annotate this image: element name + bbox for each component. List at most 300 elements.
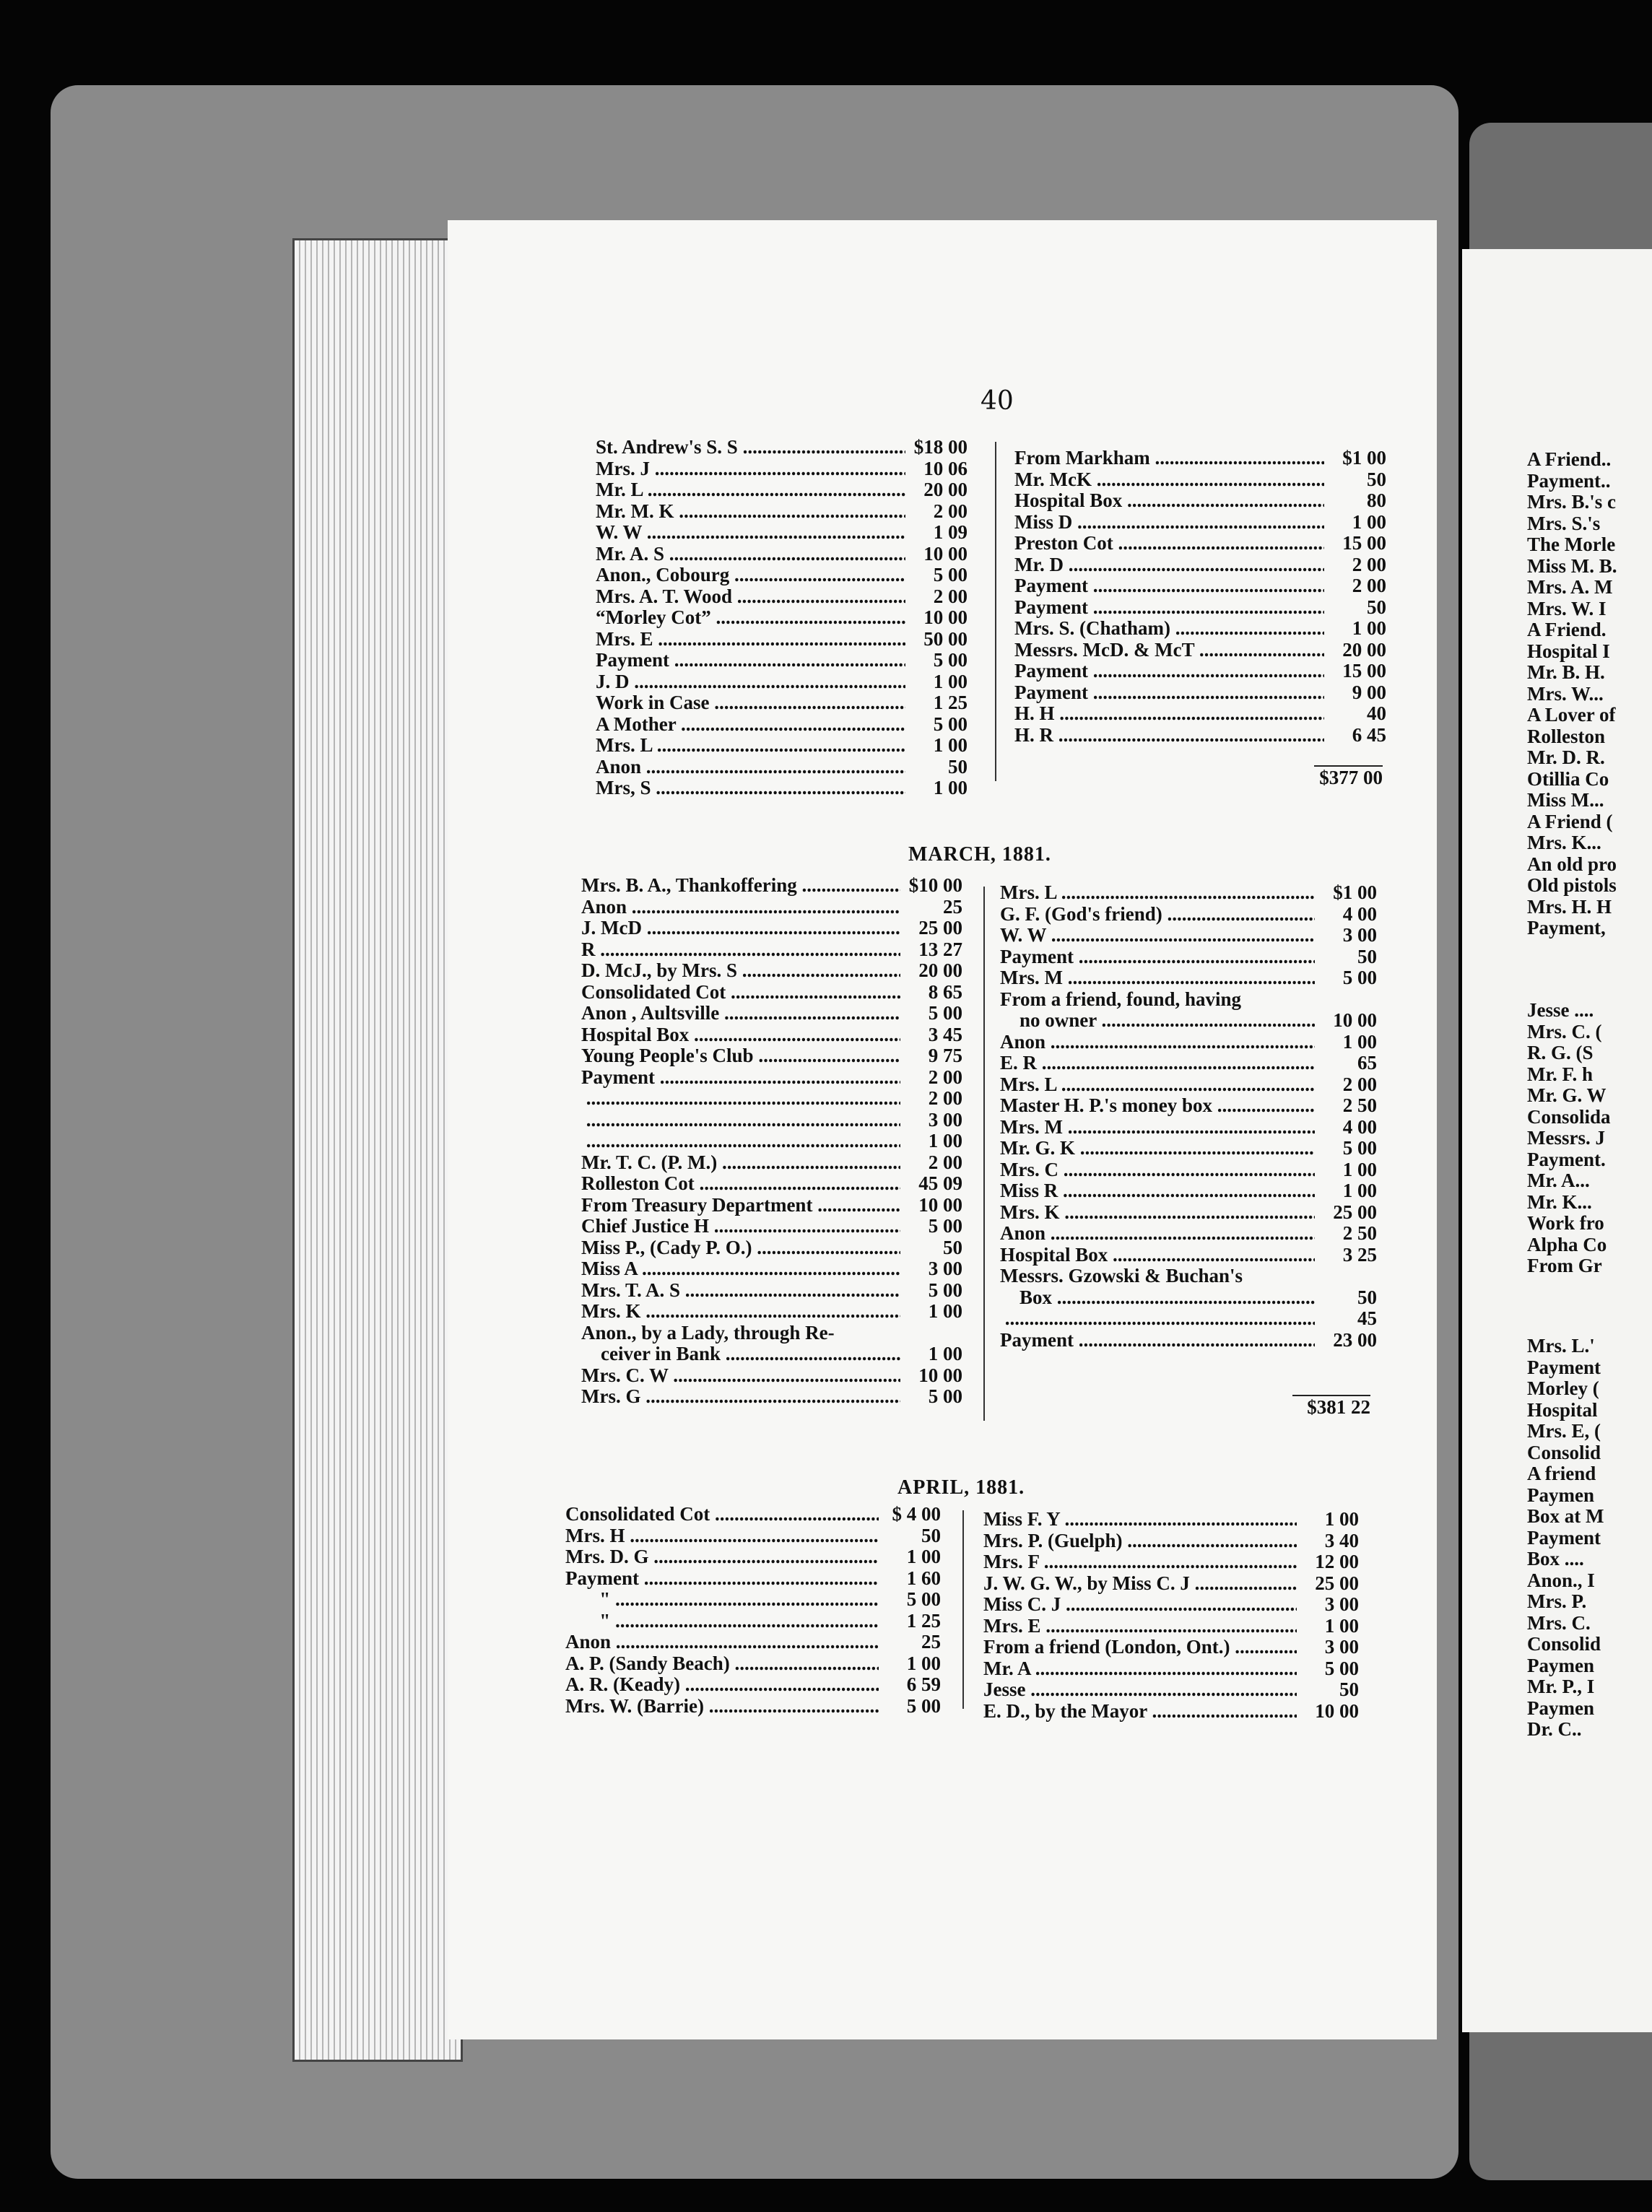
entry-name: Miss D .....: [1014, 512, 1324, 534]
ledger-entry: [1000, 1245, 1377, 1266]
ledger-column-left: [581, 875, 962, 1408]
facing-page-line: Consolida: [1527, 1105, 1611, 1128]
entry-name: Payment .....: [1014, 575, 1324, 597]
ledger-entry: [581, 1195, 962, 1216]
facing-page-line: Box at M: [1527, 1505, 1604, 1527]
entry-amount: 2 00: [900, 1088, 962, 1110]
entry-amount: 1 00: [879, 1546, 941, 1568]
ledger-entry: [596, 586, 968, 608]
entry-name: D. McJ., by Mrs. S .....: [581, 960, 900, 982]
entry-name: Anon., by a Lady, through Re-: [581, 1322, 835, 1344]
entry-name: Payment .....: [1000, 1330, 1315, 1351]
ledger-entry: [1000, 1032, 1377, 1053]
entry-name: Mrs. F .....: [983, 1551, 1297, 1573]
ledger-entry: [581, 1386, 962, 1408]
entry-name: Mrs. D. G .....: [565, 1546, 879, 1568]
entry-name: Box .....: [1000, 1287, 1315, 1309]
ledger-entry: [1000, 1180, 1377, 1202]
entry-name: Payment .....: [1014, 661, 1324, 682]
facing-page-line: Mrs. W. I: [1527, 597, 1607, 619]
entry-name: Messrs. McD. & McT .....: [1014, 640, 1324, 661]
facing-page-line: Mrs. E, (: [1527, 1420, 1601, 1442]
entry-amount: 6 59: [879, 1674, 941, 1696]
entry-name: Payment .....: [1014, 682, 1324, 704]
facing-page-line: Hospital: [1527, 1398, 1598, 1421]
facing-page-line: Mr. G. W: [1527, 1084, 1607, 1106]
ledger-entry: [581, 875, 962, 897]
ledger-entry: [1000, 1159, 1377, 1181]
entry-amount: 50: [905, 757, 968, 778]
entry-amount: 1 00: [900, 1301, 962, 1323]
entry-amount: $1 00: [1324, 448, 1386, 469]
entry-amount: 2 00: [900, 1152, 962, 1174]
entry-name: Mr. D .....: [1014, 554, 1324, 576]
ledger-entry: [1014, 661, 1386, 682]
entry-amount: 1 00: [1315, 1032, 1377, 1053]
ledger-entry: [596, 714, 968, 736]
entry-amount: 10 00: [900, 1195, 962, 1216]
entry-amount: 25: [900, 897, 962, 918]
entry-name: Payment .....: [596, 650, 905, 671]
facing-page-line: Mrs. L.': [1527, 1335, 1595, 1357]
ledger-entry: [1000, 1223, 1377, 1245]
facing-page-line: Rolleston: [1527, 725, 1605, 747]
entry-amount: [1315, 989, 1377, 1011]
facing-page-line: A Friend..: [1527, 448, 1612, 470]
entry-name: Chief Justice H .....: [581, 1216, 900, 1237]
entry-amount: 5 00: [879, 1589, 941, 1611]
ledger-entry: [1000, 1330, 1377, 1351]
entry-name: Messrs. Gzowski & Buchan's: [1000, 1266, 1243, 1286]
ledger-entry: [581, 960, 962, 982]
ledger-entry: [983, 1679, 1359, 1701]
entry-name: [581, 1131, 900, 1152]
entry-amount: 1 00: [879, 1653, 941, 1675]
entry-name: Mr. McK .....: [1014, 469, 1324, 491]
entry-amount: 1 00: [1324, 512, 1386, 534]
ledger-entry: [581, 1237, 962, 1259]
ledger-entry: [581, 1088, 962, 1110]
entry-amount: 5 00: [1297, 1658, 1359, 1680]
entry-name: H. H .....: [1014, 703, 1324, 725]
entry-name: Payment .....: [581, 1067, 900, 1089]
entry-amount: 20 00: [900, 960, 962, 982]
ledger-entry: [983, 1701, 1359, 1723]
entry-amount: 2 00: [900, 1067, 962, 1089]
ledger-entry: [596, 757, 968, 778]
entry-amount: 1 00: [900, 1344, 962, 1365]
entry-amount: 2 00: [1324, 575, 1386, 597]
entry-amount: 10 06: [905, 458, 968, 480]
entry-name: J. W. G. W., by Miss C. J .....: [983, 1573, 1297, 1595]
ledger-entry: [581, 1365, 962, 1387]
ledger-entry: [581, 1173, 962, 1195]
facing-page-line: Payment: [1527, 1356, 1601, 1378]
ledger-entry: [565, 1611, 941, 1632]
ledger-column-right: [1000, 882, 1377, 1351]
entry-name: Mrs. B. A., Thankoffering .....: [581, 875, 900, 897]
ledger-entry: [1000, 989, 1377, 1011]
entry-name: From a friend (London, Ont.) .....: [983, 1637, 1297, 1658]
section-total: $381 22: [1292, 1395, 1370, 1419]
entry-name: Mrs. M .....: [1000, 967, 1315, 989]
facing-page-block: [1527, 1336, 1604, 1741]
ledger-entry: [565, 1674, 941, 1696]
entry-amount: 1 00: [1315, 1180, 1377, 1202]
entry-name: Mrs. J .....: [596, 458, 905, 480]
ledger-entry: [596, 650, 968, 671]
entry-amount: 10 00: [905, 607, 968, 629]
entry-amount: 1 60: [879, 1568, 941, 1590]
ledger-entry: [596, 671, 968, 693]
entry-name: Mr. T. C. (P. M.) .....: [581, 1152, 900, 1174]
ledger-entry: [1014, 490, 1386, 512]
ledger-entry: [983, 1594, 1359, 1616]
ledger-entry: [1000, 1138, 1377, 1159]
column-divider: [962, 1510, 964, 1709]
facing-page-line: Mr. B. H.: [1527, 661, 1605, 683]
entry-amount: 1 00: [905, 671, 968, 693]
ledger-entry: [581, 1258, 962, 1280]
entry-amount: 50: [1324, 469, 1386, 491]
entry-name: Mr. A. S .....: [596, 544, 905, 565]
facing-page-line: Old pistols: [1527, 874, 1617, 896]
entry-name: From Markham .....: [1014, 448, 1324, 469]
entry-name: St. Andrew's S. S .....: [596, 437, 905, 458]
entry-amount: 50: [879, 1525, 941, 1547]
section-heading-march: MARCH, 1881.: [908, 843, 1051, 866]
facing-page-line: A friend: [1527, 1463, 1596, 1484]
facing-page-line: Messrs. J: [1527, 1127, 1605, 1149]
entry-amount: 1 00: [1315, 1159, 1377, 1181]
entry-amount: 3 00: [1297, 1637, 1359, 1658]
facing-page-line: Morley (: [1527, 1377, 1599, 1399]
entry-amount: 5 00: [900, 1280, 962, 1302]
entry-amount: 5 00: [905, 565, 968, 586]
entry-amount: 3 25: [1315, 1245, 1377, 1266]
entry-amount: 9 75: [900, 1045, 962, 1067]
ledger-entry: [581, 1110, 962, 1131]
entry-amount: 10 00: [900, 1365, 962, 1387]
entry-amount: 15 00: [1324, 533, 1386, 554]
facing-page-line: Miss M...: [1527, 789, 1604, 811]
entry-name: Anon .....: [1000, 1032, 1315, 1053]
ledger-column-left: [565, 1504, 941, 1717]
ledger-entry: [581, 1067, 962, 1089]
facing-page-line: A Friend.: [1527, 619, 1607, 640]
entry-name: Miss F. Y .....: [983, 1509, 1297, 1530]
ledger-entry: [565, 1653, 941, 1675]
entry-name: " .....: [565, 1611, 879, 1632]
entry-name: Miss R .....: [1000, 1180, 1315, 1202]
ledger-entry: [1014, 725, 1386, 746]
entry-name: Anon , Aultsville .....: [581, 1003, 900, 1024]
ledger-entry: [1000, 967, 1377, 989]
facing-page-line: Anon., I: [1527, 1569, 1595, 1591]
ledger-entry: [581, 1323, 962, 1344]
facing-page-line: Mrs. K...: [1527, 832, 1601, 853]
entry-name: Hospital Box .....: [1000, 1245, 1315, 1266]
entry-amount: 3 00: [900, 1110, 962, 1131]
entry-amount: 1 00: [1297, 1509, 1359, 1530]
facing-page-block: [1527, 449, 1617, 939]
entry-name: Mrs. L .....: [1000, 882, 1315, 904]
ledger-entry: [565, 1525, 941, 1547]
facing-page-line: Payment,: [1527, 917, 1606, 939]
entry-amount: 3 00: [1315, 925, 1377, 946]
ledger-entry: [565, 1504, 941, 1525]
ledger-entry: [581, 1003, 962, 1024]
entry-amount: 2 50: [1315, 1223, 1377, 1245]
ledger-entry: [1000, 1308, 1377, 1330]
entry-amount: 2 00: [1324, 554, 1386, 576]
facing-page-line: R. G. (S: [1527, 1042, 1594, 1063]
entry-amount: 5 00: [900, 1386, 962, 1408]
entry-amount: 1 25: [879, 1611, 941, 1632]
entry-amount: 80: [1324, 490, 1386, 512]
ledger-entry: [581, 1344, 962, 1365]
entry-name: W. W .....: [596, 522, 905, 544]
facing-page-line: Mrs. C.: [1527, 1611, 1591, 1634]
entry-amount: 65: [1315, 1053, 1377, 1074]
entry-amount: $10 00: [900, 875, 962, 897]
entry-amount: 10 00: [905, 544, 968, 565]
entry-name: Payment .....: [565, 1568, 879, 1590]
entry-amount: 3 45: [900, 1024, 962, 1046]
ledger-entry: [1000, 1074, 1377, 1096]
facing-page-line: Mrs. H. H: [1527, 895, 1612, 918]
ledger-entry: [596, 479, 968, 501]
column-divider: [983, 887, 985, 1421]
ledger-entry: [983, 1616, 1359, 1637]
entry-name: G. F. (God's friend) .....: [1000, 904, 1315, 926]
section-heading-april: APRIL, 1881.: [897, 1476, 1025, 1499]
entry-amount: 5 00: [905, 714, 968, 736]
entry-name: Mrs. T. A. S .....: [581, 1280, 900, 1302]
entry-amount: 50 00: [905, 629, 968, 650]
entry-name: Mrs. L .....: [596, 735, 905, 757]
entry-name: Mrs, S .....: [596, 778, 905, 799]
ledger-entry: [1000, 882, 1377, 904]
ledger-entry: [1014, 703, 1386, 725]
entry-name: Mr. L .....: [596, 479, 905, 501]
ledger-entry: [1014, 448, 1386, 469]
ledger-entry: [1014, 597, 1386, 619]
entry-amount: 50: [900, 1237, 962, 1259]
entry-amount: $18 00: [905, 437, 968, 458]
entry-amount: 15 00: [1324, 661, 1386, 682]
ledger-entry: [596, 778, 968, 799]
entry-amount: 25: [879, 1632, 941, 1653]
facing-page-line: From Gr: [1527, 1255, 1602, 1276]
ledger-entry: [1000, 946, 1377, 968]
ledger-entry: [1000, 1202, 1377, 1224]
ledger-entry: [596, 735, 968, 757]
entry-name: Mrs. M .....: [1000, 1117, 1315, 1138]
ledger-column-right: [1014, 448, 1386, 746]
ledger-entry: [1000, 1010, 1377, 1032]
facing-page-line: A Lover of: [1527, 704, 1616, 726]
facing-page-line: A Friend (: [1527, 810, 1613, 832]
entry-name: Anon .....: [565, 1632, 879, 1653]
ledger-column-right: [983, 1509, 1359, 1722]
entry-name: Miss P., (Cady P. O.) .....: [581, 1237, 900, 1259]
page-edges: [292, 238, 463, 2062]
entry-name: A. P. (Sandy Beach) .....: [565, 1653, 879, 1675]
facing-page-line: Otillia Co: [1527, 767, 1609, 790]
facing-page-line: The Morle: [1527, 534, 1616, 555]
entry-amount: 2 00: [1315, 1074, 1377, 1096]
ledger-entry: [1000, 1117, 1377, 1138]
ledger-entry: [565, 1632, 941, 1653]
entry-name: J. McD .....: [581, 918, 900, 939]
entry-amount: 4 00: [1315, 904, 1377, 926]
facing-page-line: Consolid: [1527, 1633, 1601, 1655]
facing-page-line: Payment.: [1527, 1148, 1606, 1170]
entry-name: E. R .....: [1000, 1053, 1315, 1074]
entry-amount: 50: [1315, 946, 1377, 968]
entry-name: Mrs. W. (Barrie) .....: [565, 1696, 879, 1717]
entry-amount: 50: [1324, 597, 1386, 619]
entry-name: Mrs. C .....: [1000, 1159, 1315, 1181]
entry-name: E. D., by the Mayor .....: [983, 1701, 1297, 1723]
ledger-entry: [1014, 533, 1386, 554]
entry-name: Master H. P.'s money box .....: [1000, 1095, 1315, 1117]
entry-name: Mrs. H .....: [565, 1525, 879, 1547]
entry-amount: 5 00: [900, 1216, 962, 1237]
entry-amount: 25 00: [1315, 1202, 1377, 1224]
entry-name: From Treasury Department .....: [581, 1195, 900, 1216]
ledger-entry: [596, 692, 968, 714]
entry-amount: $1 00: [1315, 882, 1377, 904]
ledger-entry: [596, 522, 968, 544]
ledger-entry: [983, 1658, 1359, 1680]
entry-name: Mrs. E .....: [596, 629, 905, 650]
entry-name: Mr. A .....: [983, 1658, 1297, 1680]
entry-name: From a friend, found, having: [1000, 988, 1242, 1010]
facing-page-line: Paymen: [1527, 1697, 1594, 1719]
ledger-entry: [1000, 1095, 1377, 1117]
entry-name: Jesse .....: [983, 1679, 1297, 1701]
facing-page-line: Payment..: [1527, 469, 1611, 492]
facing-page-line: Jesse ....: [1527, 999, 1594, 1021]
entry-amount: 1 00: [905, 778, 968, 799]
ledger-entry: [1000, 925, 1377, 946]
entry-amount: 5 00: [1315, 967, 1377, 989]
ledger-entry: [1014, 554, 1386, 576]
entry-name: Anon .....: [596, 757, 905, 778]
ledger-entry: [1000, 1287, 1377, 1309]
entry-name: Consolidated Cot .....: [565, 1504, 879, 1525]
entry-amount: 2 00: [905, 586, 968, 608]
entry-amount: 6 45: [1324, 725, 1386, 746]
facing-page-line: Paymen: [1527, 1484, 1594, 1506]
entry-name: Mrs. P. (Guelph) .....: [983, 1530, 1297, 1552]
entry-amount: 3 00: [900, 1258, 962, 1280]
ledger-entry: [581, 1301, 962, 1323]
entry-name: Anon .....: [581, 897, 900, 918]
ledger-entry: [983, 1551, 1359, 1573]
entry-name: J. D .....: [596, 671, 905, 693]
entry-name: Anon .....: [1000, 1223, 1315, 1245]
entry-amount: 25 00: [1297, 1573, 1359, 1595]
ledger-entry: [596, 607, 968, 629]
column-divider: [995, 442, 996, 781]
ledger-entry: [581, 918, 962, 939]
entry-name: [581, 1110, 900, 1131]
entry-amount: 4 00: [1315, 1117, 1377, 1138]
facing-page-line: Consolid: [1527, 1441, 1601, 1463]
entry-name: W. W .....: [1000, 925, 1315, 946]
entry-name: “Morley Cot” .....: [596, 607, 905, 629]
ledger-entry: [581, 1024, 962, 1046]
ledger-entry: [581, 1152, 962, 1174]
facing-page-line: Payment: [1527, 1526, 1601, 1549]
entry-name: Work in Case .....: [596, 692, 905, 714]
entry-name: Mrs. A. T. Wood .....: [596, 586, 905, 608]
ledger-entry: [983, 1509, 1359, 1530]
facing-page-line: Mrs. C. (: [1527, 1020, 1602, 1042]
entry-name: Hospital Box .....: [1014, 490, 1324, 512]
entry-amount: 10 00: [1315, 1010, 1377, 1032]
ledger-entry: [1014, 682, 1386, 704]
facing-page-block: [1527, 1000, 1611, 1277]
entry-amount: [900, 1323, 962, 1344]
entry-amount: 45: [1315, 1308, 1377, 1330]
entry-amount: 40: [1324, 703, 1386, 725]
facing-page-line: Alpha Co: [1527, 1233, 1607, 1255]
ledger-entry: [1000, 1053, 1377, 1074]
entry-name: Hospital Box .....: [581, 1024, 900, 1046]
ledger-entry: [565, 1589, 941, 1611]
entry-amount: 5 00: [1315, 1138, 1377, 1159]
ledger-entry: [596, 501, 968, 523]
entry-amount: 1 00: [1324, 618, 1386, 640]
entry-amount: 45 09: [900, 1173, 962, 1195]
facing-page-line: Mr. D. R.: [1527, 746, 1605, 768]
ledger-entry: [983, 1530, 1359, 1552]
entry-name: Mr. G. K .....: [1000, 1138, 1315, 1159]
entry-name: [581, 1088, 900, 1110]
ledger-entry: [596, 565, 968, 586]
ledger-entry: [581, 1131, 962, 1152]
entry-name: Mrs. K .....: [1000, 1202, 1315, 1224]
entry-amount: 3 40: [1297, 1530, 1359, 1552]
facing-page-line: Box ....: [1527, 1548, 1584, 1569]
ledger-entry: [1014, 640, 1386, 661]
ledger-entry: [1014, 575, 1386, 597]
ledger-entry: [565, 1546, 941, 1568]
facing-page-line: Mrs. S.'s: [1527, 512, 1601, 534]
entry-amount: 1 00: [900, 1131, 962, 1152]
facing-page-line: Paymen: [1527, 1654, 1594, 1676]
ledger-entry: [565, 1568, 941, 1590]
entry-name: Payment .....: [1000, 946, 1315, 968]
entry-amount: 20 00: [1324, 640, 1386, 661]
entry-name: Payment .....: [1014, 597, 1324, 619]
entry-amount: 25 00: [900, 918, 962, 939]
entry-name: Mrs. L .....: [1000, 1074, 1315, 1096]
entry-name: A Mother .....: [596, 714, 905, 736]
page-number: 40: [981, 386, 1014, 416]
entry-amount: 1 09: [905, 522, 968, 544]
entry-name: Mrs. K .....: [581, 1301, 900, 1323]
entry-amount: $ 4 00: [879, 1504, 941, 1525]
entry-amount: 50: [1315, 1287, 1377, 1309]
entry-amount: 20 00: [905, 479, 968, 501]
entry-amount: 5 00: [900, 1003, 962, 1024]
ledger-entry: [1014, 512, 1386, 534]
